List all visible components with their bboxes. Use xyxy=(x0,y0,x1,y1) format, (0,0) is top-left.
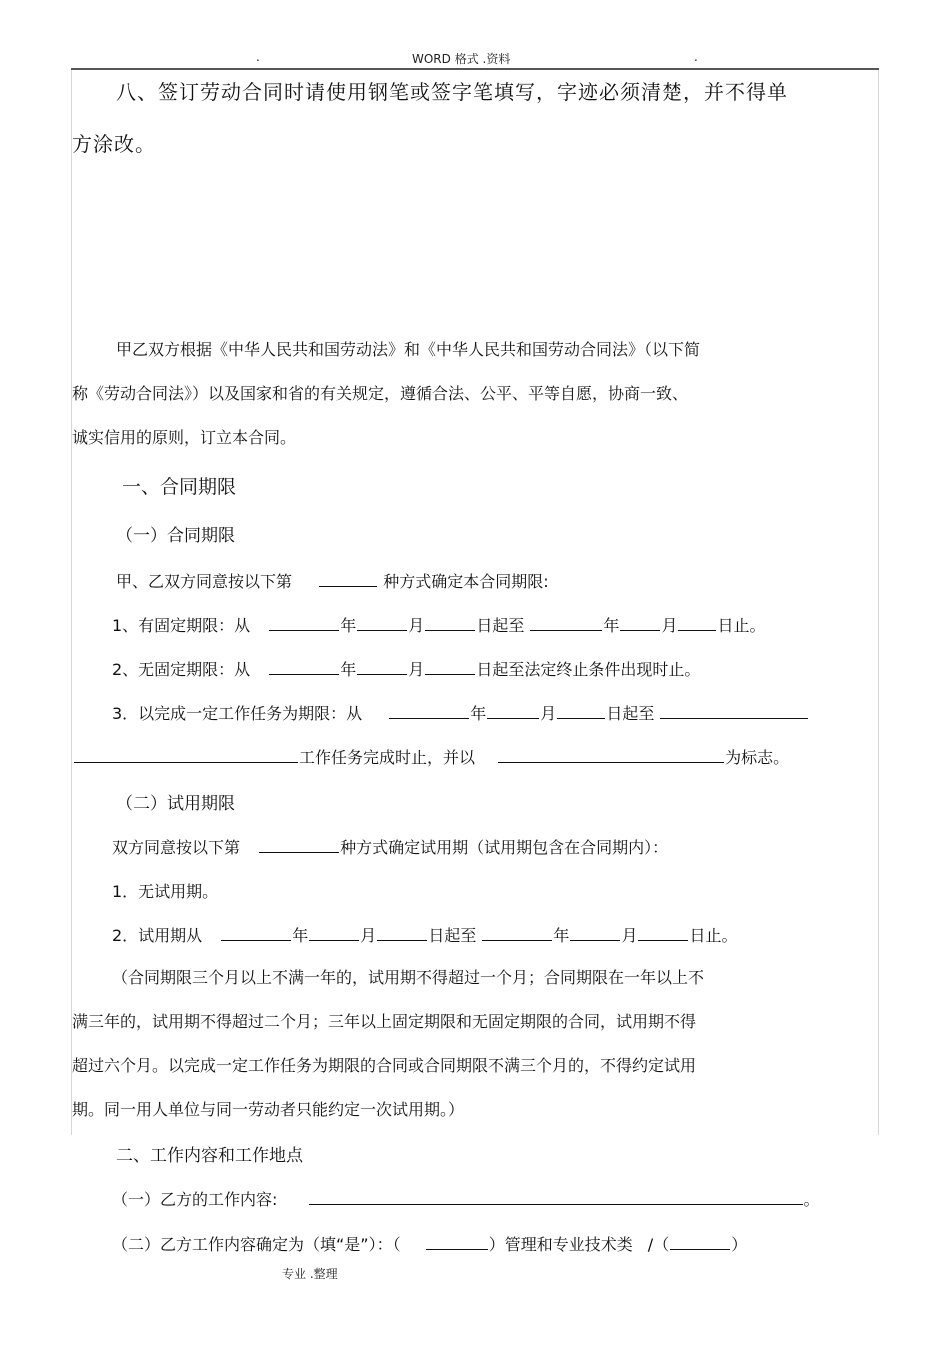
intro-line-2: 称《劳动合同法》）以及国家和省的有关规定，遵循合法、公平、平等自愿，协商一致、 xyxy=(72,384,689,403)
work-type-separator: /（ xyxy=(647,1235,670,1254)
trial-option-1: 1．无试用期。 xyxy=(112,882,219,901)
fixed-term-row xyxy=(112,613,765,636)
section-1-sub-1: （一）合同期限 xyxy=(116,526,235,546)
day-from-label: 日起至 xyxy=(606,704,655,723)
day-from-label: 日起至 xyxy=(428,926,477,945)
year-label: 年 xyxy=(603,616,620,635)
term-choice-suffix: 种方式确定本合同期限: xyxy=(383,572,549,591)
year-label: 年 xyxy=(553,926,570,945)
trial-note-line-3: 超过六个月。以完成一定工作任务为期限的合同或合同期限不满三个月的，不得约定试用 xyxy=(72,1056,697,1075)
trial-end-year-blank[interactable] xyxy=(482,924,552,941)
header-title: WORD 格式 .资料 xyxy=(412,52,511,66)
open-term-start-day-blank[interactable] xyxy=(425,658,475,675)
fixed-term-start-year-blank[interactable] xyxy=(269,614,339,631)
right-page-border xyxy=(878,70,879,1135)
footer-text: 专业 .整理 xyxy=(282,1267,338,1281)
management-type-blank[interactable] xyxy=(426,1233,488,1250)
task-description-blank[interactable] xyxy=(74,746,298,763)
month-label: 月 xyxy=(621,926,638,945)
open-term-start-year-blank[interactable] xyxy=(269,658,339,675)
task-term-end-blank[interactable] xyxy=(660,702,808,719)
header-dot-right: . xyxy=(694,50,698,64)
trial-choice-blank[interactable] xyxy=(259,836,339,853)
work-content-end: 。 xyxy=(803,1190,820,1209)
work-type-mid: ）管理和专业技术类 xyxy=(488,1235,633,1254)
open-term-row xyxy=(112,657,700,680)
task-term-start-day-blank[interactable] xyxy=(557,702,605,719)
task-term-prefix: 3．以完成一定工作任务为期限：从 xyxy=(112,704,363,723)
fixed-term-prefix: 1、有固定期限：从 xyxy=(112,616,251,635)
open-term-prefix: 2、无固定期限：从 xyxy=(112,660,251,679)
task-term-start-month-blank[interactable] xyxy=(487,702,539,719)
work-type-row xyxy=(112,1232,747,1255)
trial-choice-suffix: 种方式确定试用期（试用期包含在合同期内）： xyxy=(340,838,669,857)
work-type-prefix: （二）乙方工作内容确定为（填“是”）：（ xyxy=(112,1235,401,1254)
trial-note-line-2: 满三年的，试用期不得超过二个月；三年以上固定期限和无固定期限的合同，试用期不得 xyxy=(72,1012,697,1031)
trial-choice-prefix: 双方同意按以下第 xyxy=(112,838,241,857)
month-label: 月 xyxy=(661,616,678,635)
trial-start-month-blank[interactable] xyxy=(309,924,359,941)
left-page-border xyxy=(71,70,72,1135)
instruction-line-2: 方涂改。 xyxy=(72,132,156,156)
trial-end-day-blank[interactable] xyxy=(638,924,688,941)
work-content-label: （一）乙方的工作内容: xyxy=(112,1190,278,1209)
fixed-term-end-year-blank[interactable] xyxy=(530,614,602,631)
month-label: 月 xyxy=(540,704,557,723)
trial-end-month-blank[interactable] xyxy=(570,924,620,941)
fixed-term-start-month-blank[interactable] xyxy=(357,614,407,631)
trial-choice-row xyxy=(112,835,668,858)
open-term-suffix: 日起至法定终止条件出现时止。 xyxy=(476,660,701,679)
day-end-label: 日止。 xyxy=(689,926,738,945)
fixed-term-end-month-blank[interactable] xyxy=(620,614,660,631)
trial-option-2-prefix: 2．试用期从 xyxy=(112,926,203,945)
instruction-line-1: 八、签订劳动合同时请使用钢笔或签字笔填写，字迹必须清楚，并不得单 xyxy=(116,80,788,104)
year-label: 年 xyxy=(292,926,309,945)
fixed-term-end-day-blank[interactable] xyxy=(678,614,716,631)
section-1-title: 一、合同期限 xyxy=(122,476,237,498)
header-dot-left: . xyxy=(256,50,260,64)
work-type-end: ） xyxy=(731,1235,748,1254)
task-marker-blank[interactable] xyxy=(498,746,724,763)
trial-note-line-4: 期。同一用人单位与同一劳动者只能约定一次试用期。） xyxy=(72,1100,465,1119)
section-2-title: 二、工作内容和工作地点 xyxy=(116,1146,303,1166)
day-from-label: 日起至 xyxy=(476,616,525,635)
month-label: 月 xyxy=(360,926,377,945)
term-choice-row xyxy=(116,569,549,592)
year-label: 年 xyxy=(470,704,487,723)
trial-note-line-1: （合同期限三个月以上不满一年的，试用期不得超过一个月；合同期限在一年以上不 xyxy=(112,968,705,987)
work-content-row xyxy=(112,1187,820,1210)
work-content-blank[interactable] xyxy=(309,1188,803,1205)
task-term-row-2 xyxy=(74,745,789,768)
intro-line-1: 甲乙双方根据《中华人民共和国劳动法》和《中华人民共和国劳动合同法》（以下简 xyxy=(116,340,701,359)
intro-line-3: 诚实信用的原则，订立本合同。 xyxy=(72,428,297,447)
task-term-end: 为标志。 xyxy=(725,748,790,767)
task-term-row xyxy=(112,701,809,724)
term-choice-blank[interactable] xyxy=(319,570,377,587)
trial-start-year-blank[interactable] xyxy=(221,924,291,941)
term-choice-prefix: 甲、乙双方同意按以下第 xyxy=(116,572,293,591)
month-label: 月 xyxy=(408,616,425,635)
task-term-start-year-blank[interactable] xyxy=(389,702,469,719)
open-term-start-month-blank[interactable] xyxy=(357,658,407,675)
other-type-blank[interactable] xyxy=(670,1233,730,1250)
task-term-mid: 工作任务完成时止，并以 xyxy=(299,748,476,767)
year-label: 年 xyxy=(340,616,357,635)
section-1-sub-2: （二）试用期限 xyxy=(116,794,235,814)
month-label: 月 xyxy=(408,660,425,679)
trial-period-row xyxy=(112,923,737,946)
header-rule xyxy=(71,68,879,70)
year-label: 年 xyxy=(340,660,357,679)
day-end-label: 日止。 xyxy=(717,616,766,635)
fixed-term-start-day-blank[interactable] xyxy=(425,614,475,631)
trial-start-day-blank[interactable] xyxy=(377,924,427,941)
